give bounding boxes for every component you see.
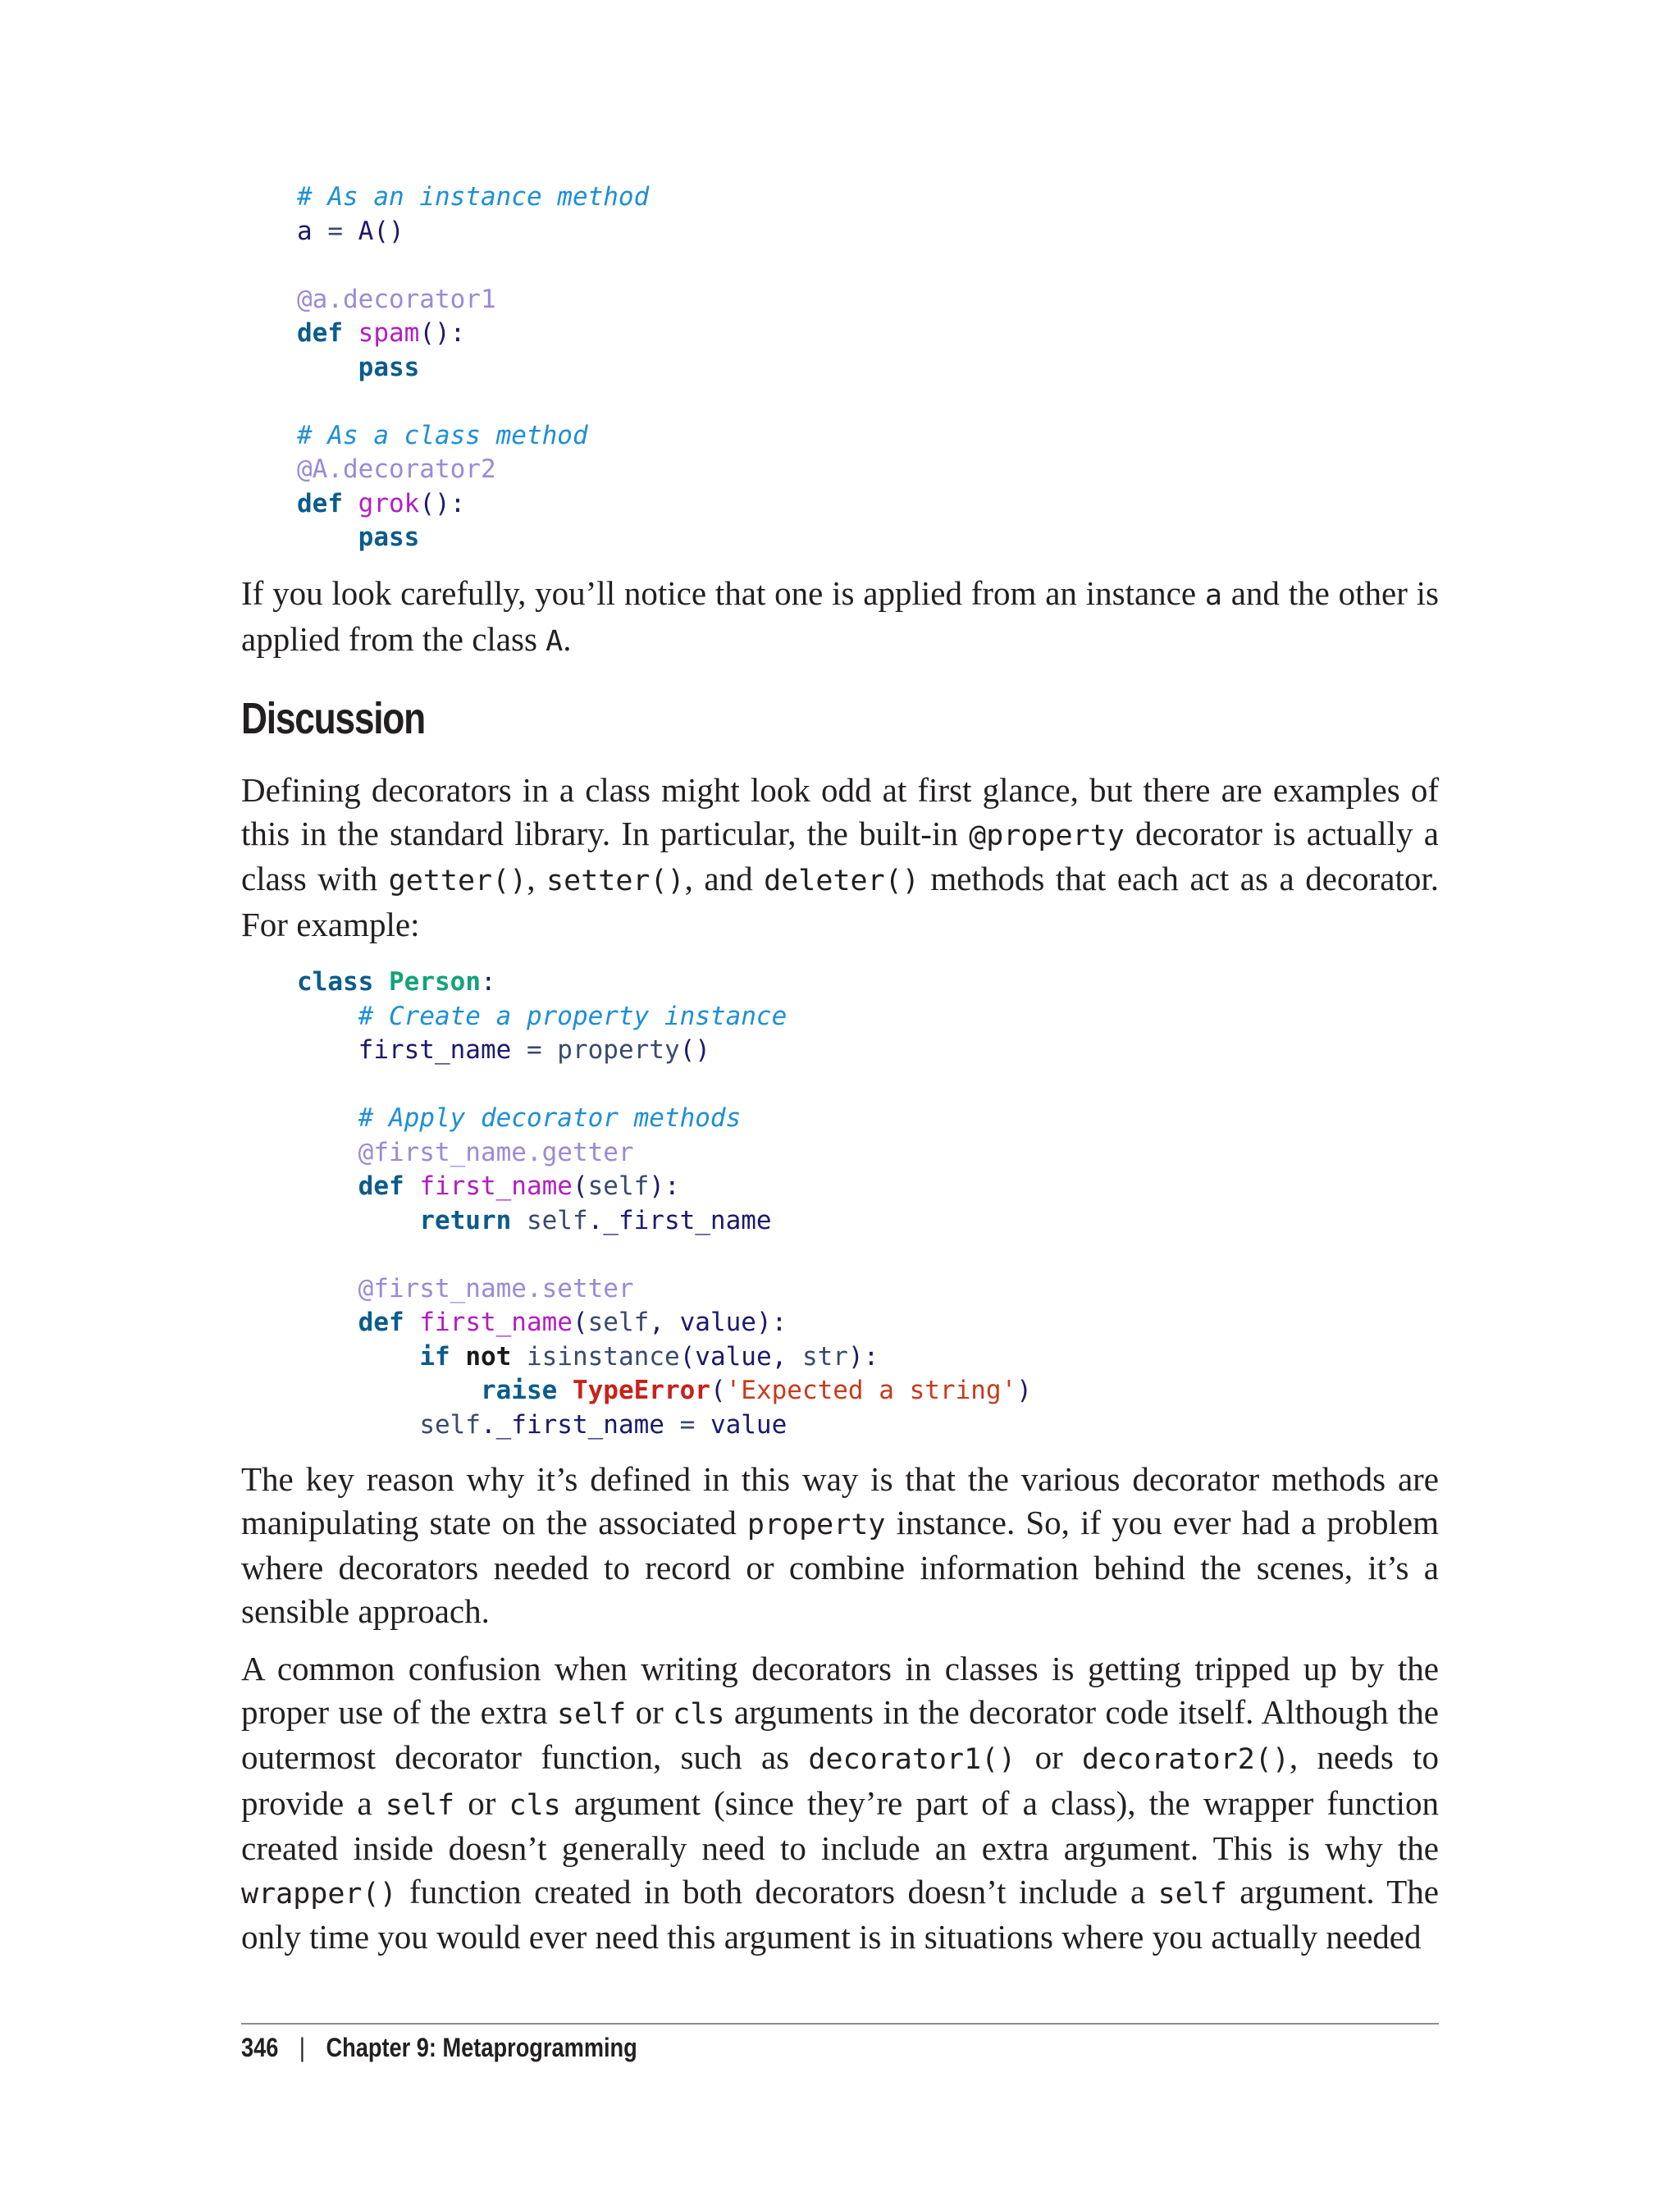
code-function-name: grok: [358, 488, 420, 518]
code-function-name: first_name: [419, 1308, 573, 1337]
page-footer: [241, 2033, 637, 2063]
code-builtin: isinstance: [526, 1341, 680, 1372]
code-keyword: pass: [358, 352, 420, 382]
paragraph-instance-vs-class: If you look carefully, you’ll notice that one is applied from an instance a and the other is applied from the class A.: [241, 574, 1439, 658]
code-function-name: first_name: [419, 1171, 573, 1201]
paragraph-discussion-intro: Defining decorators in a class might look odd at first glance, but there are examples of this in the standard library. In particular, the built-in @property decorator is actually a class with getter(), setter(), and deleter() methods that each act as a decorator. For example:: [241, 771, 1440, 943]
code-keyword: def: [297, 488, 343, 518]
code-comment: # Create a property instance: [358, 1001, 788, 1031]
code-comment: # As an instance method: [297, 182, 650, 212]
code-token: A(): [358, 216, 404, 246]
code-keyword: def: [358, 1308, 404, 1337]
code-token: a: [297, 216, 313, 246]
code-function-name: spam: [358, 318, 420, 348]
code-builtin: property: [557, 1035, 680, 1065]
code-decorator: @A.decorator2: [297, 454, 496, 484]
code-string: 'Expected a string': [725, 1376, 1017, 1405]
paragraph-common-confusion: A common confusion when writing decorators in classes is getting tripped up by the proper use of the extra self or cls arguments in the decorator code itself. Although the outermost decorator function, such as decorator1() or decorator2(), needs to provide a self or cls argument (since they’re part of a class), the wrapper function created inside doesn’t generally need to include an extra argument. This is why the wrapper() function created in both decorators doesn’t include a self argument. The only time you would ever need this argument is in situations where you actually needed: [241, 1650, 1439, 1956]
footer-rule: [241, 2023, 1439, 2025]
chapter-title: Chapter 9: Metaprogramming: [326, 2033, 637, 2062]
code-token: ():: [419, 318, 466, 348]
code-exception: TypeError: [572, 1376, 710, 1405]
code-keyword: return: [419, 1205, 512, 1235]
code-keyword: if: [419, 1341, 450, 1372]
code-comment: # Apply decorator methods: [358, 1103, 742, 1133]
code-decorator: @first_name.getter: [358, 1137, 634, 1167]
code-class-name: Person: [389, 967, 481, 997]
footer-separator: |: [299, 2033, 305, 2062]
code-keyword: def: [297, 318, 343, 348]
code-block-person-class: class Person: # Create a property instance first_name = property() # Apply decorator methods @first_name.getter def first_name(self): return self._first_name @first_name.setter def first_name(self, value): if not isinstance(value, str): raise TypeError('Expected a string') self._first_name = value: [297, 967, 1032, 1440]
code-keyword: not: [465, 1341, 512, 1372]
page-number: 346: [241, 2033, 279, 2062]
code-comment: # As a class method: [297, 420, 588, 450]
code-keyword: raise: [480, 1376, 558, 1405]
code-keyword: def: [358, 1171, 404, 1201]
code-block-decorator-usage: [297, 180, 649, 555]
code-keyword: pass: [358, 523, 420, 552]
code-token: ():: [419, 488, 466, 518]
code-decorator: @first_name.setter: [358, 1273, 634, 1303]
code-keyword: class: [297, 967, 374, 997]
code-decorator: @a.decorator1: [297, 284, 496, 314]
code-token: =: [312, 216, 358, 246]
section-heading-discussion: Discussion: [241, 694, 425, 743]
paragraph-key-reason: The key reason why it’s defined in this way is that the various decorator methods are manipulating state on the associated property instance. So, if you ever had a problem where decorators needed to record or combine information behind the scenes, it’s a sensible approach.: [241, 1460, 1439, 1630]
